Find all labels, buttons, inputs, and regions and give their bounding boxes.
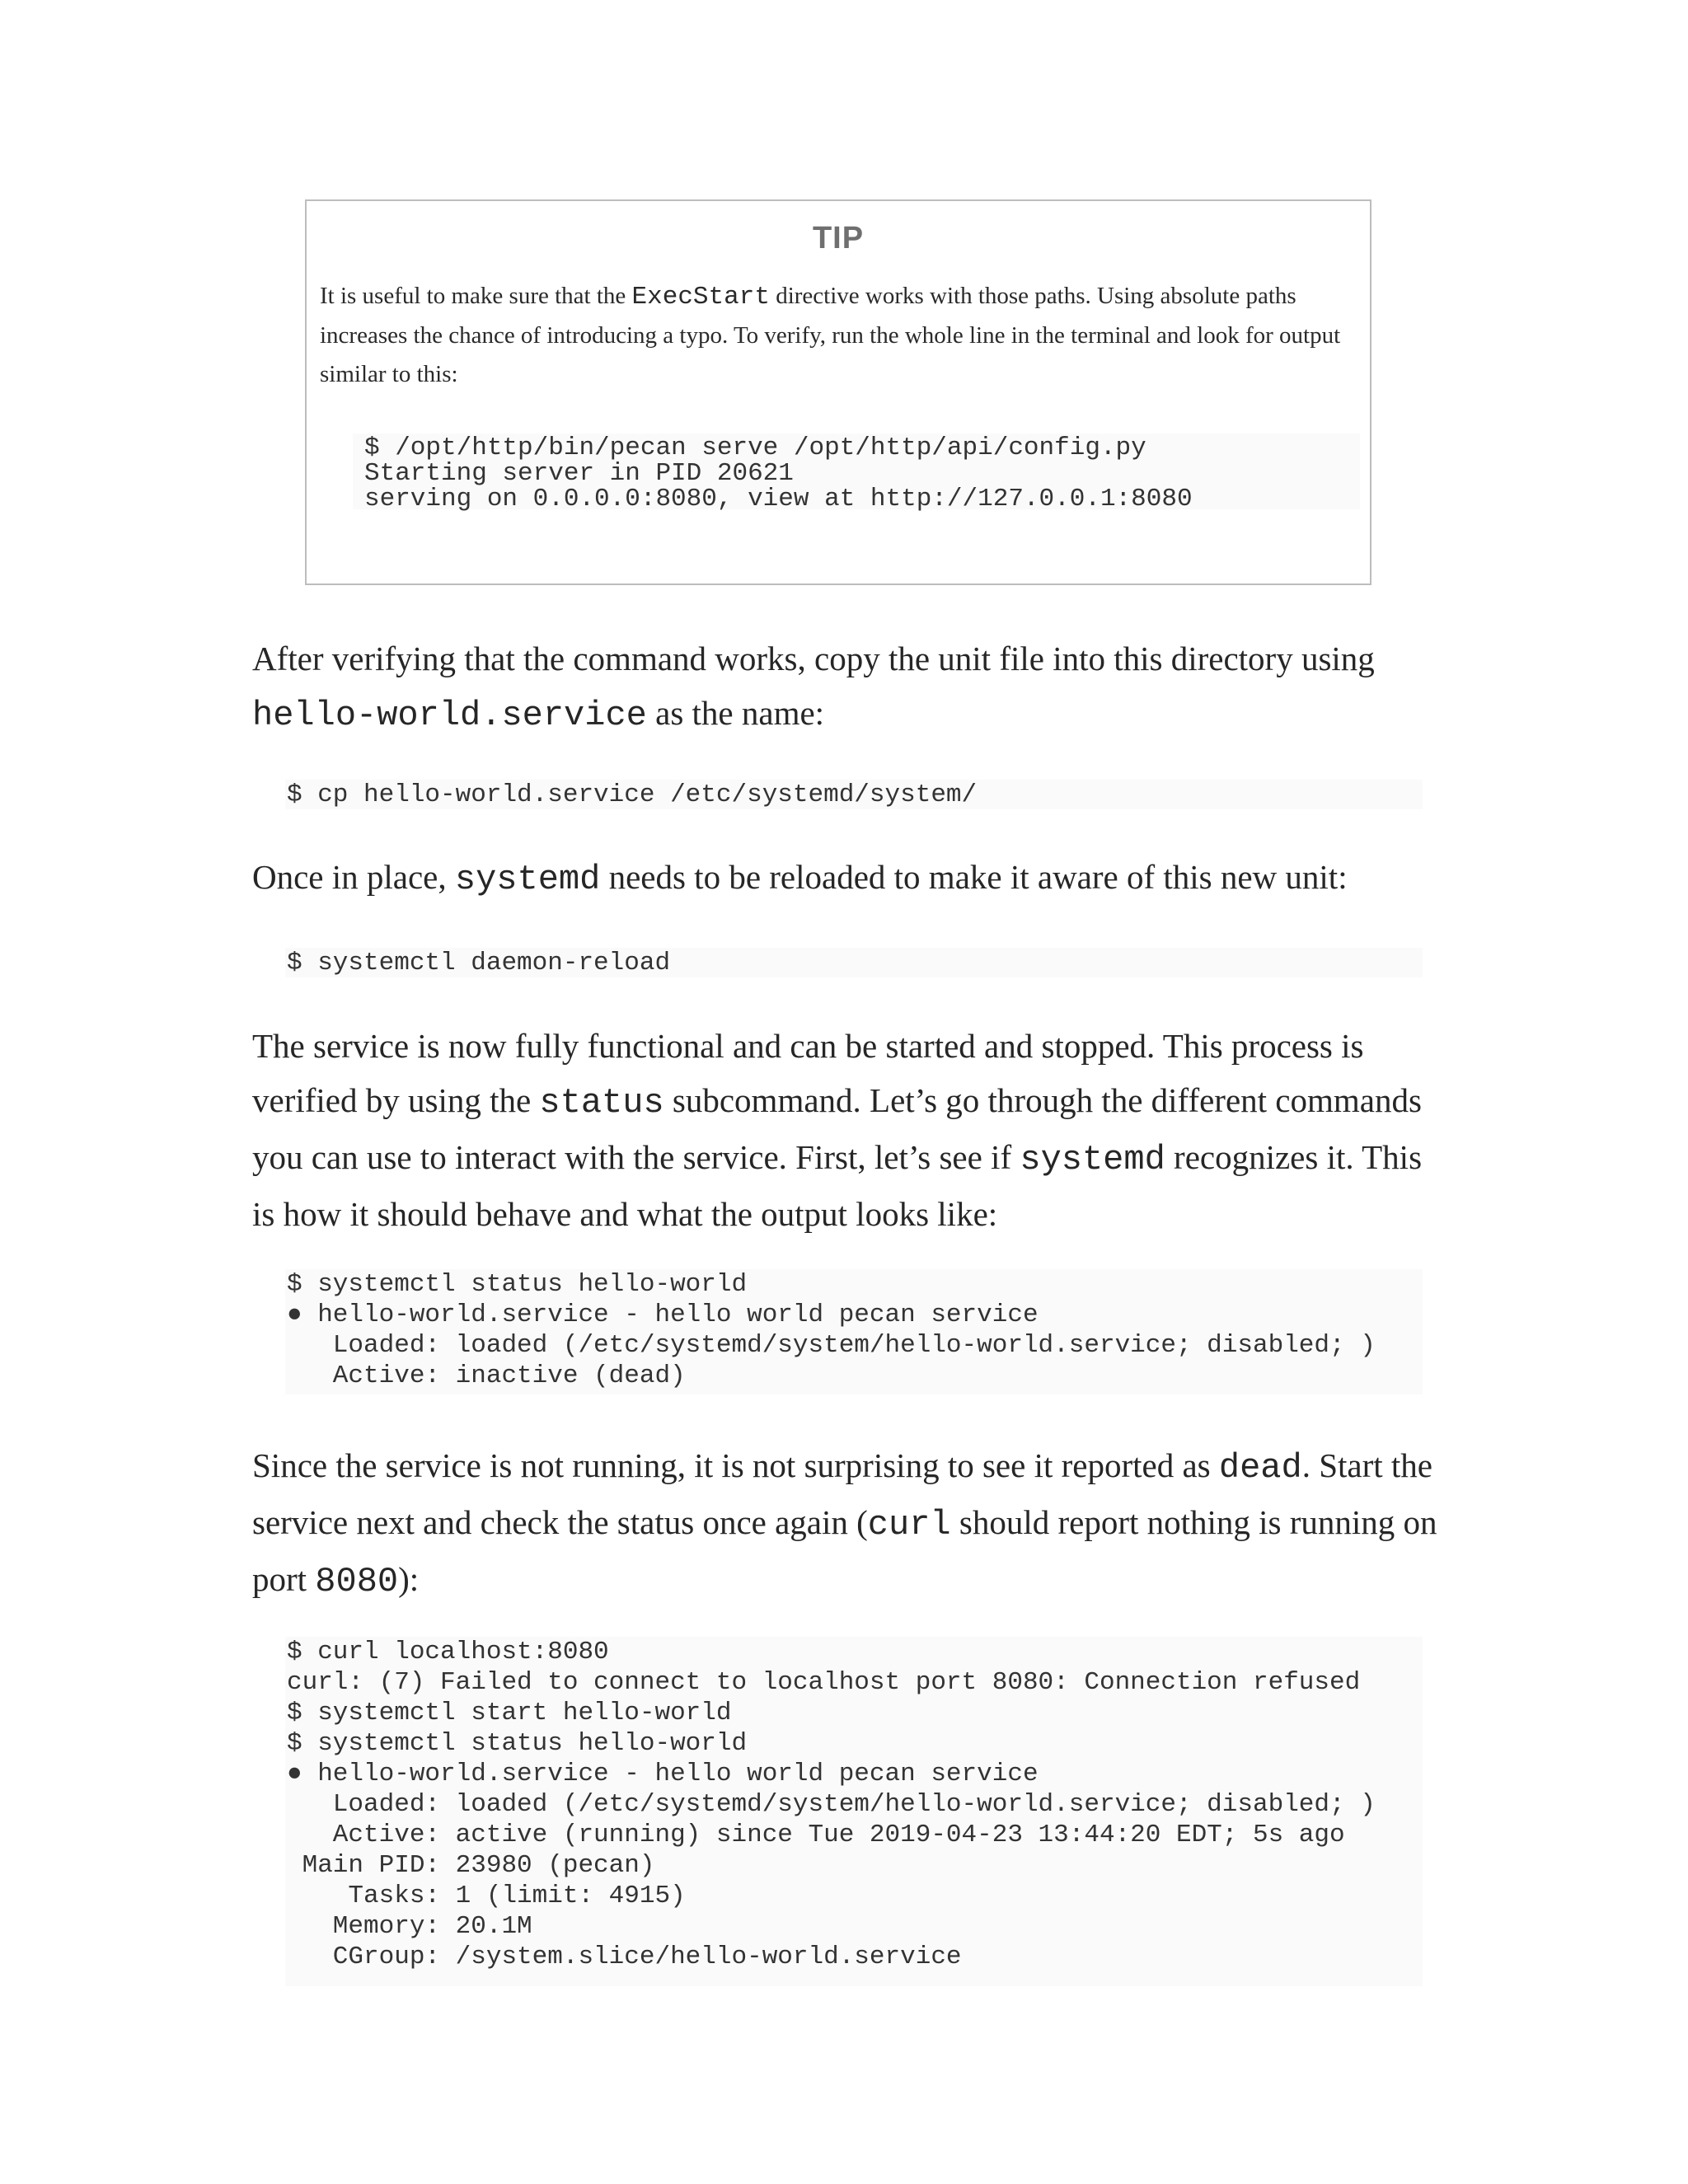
tip-box [305,199,1372,585]
code-line: CGroup: /system.slice/hello-world.service [287,1943,962,1971]
paragraph-text: Once in place, [252,858,455,896]
code-line: Active: active (running) since Tue 2019-04-23 13:44:20 EDT; 5s ago [287,1821,1345,1849]
inline-code-systemd: systemd [1020,1140,1165,1179]
tip-inline-code-execstart: ExecStart [631,283,770,312]
code-line: Loaded: loaded (/etc/systemd/system/hello-world.service; disabled; ) [287,1790,1376,1819]
code-line: ● hello-world.service - hello world pecan service [287,1301,1039,1329]
code-line: $ /opt/http/bin/pecan serve /opt/http/api/config.py [364,434,1146,462]
paragraph-text: as the name: [646,694,825,732]
tip-text-part: directive works with those paths. Using absolute paths increases the chance of introducing a typo. To verify, run the whole line in the terminal and look for output similar to this: [320,283,1341,387]
inline-code-systemd: systemd [454,860,601,899]
paragraph-text: needs to be reloaded to make it aware of this new unit: [600,858,1348,896]
inline-code-curl: curl [867,1505,951,1544]
paragraph-text: The service is now fully functional and can be started and stopped. This process is verified by using the [252,1027,1364,1119]
code-line: $ curl localhost:8080 [287,1638,609,1666]
tip-text [320,277,1360,394]
tip-title: TIP [812,221,865,255]
inline-code-8080: 8080 [315,1562,399,1601]
tip-text-part: It is useful to make sure that the [320,283,632,309]
inline-code-hello-world-service: hello-world.service [252,696,647,735]
code-line: curl: (7) Failed to connect to localhost port 8080: Connection refused [287,1668,1361,1697]
code-line: $ systemctl status hello-world [287,1270,748,1299]
code-line: $ systemctl status hello-world [287,1729,748,1758]
code-line: $ systemctl start hello-world [287,1699,732,1727]
code-line: Starting server in PID 20621 [364,459,794,488]
paragraph-text: subcommand. Let’s go through the different commands you can use to interact with the service. First, let’s see if [252,1081,1422,1176]
paragraph-text: should report nothing is running on port [252,1503,1437,1598]
code-line: Memory: 20.1M [287,1912,532,1941]
code-line: Tasks: 1 (limit: 4915) [287,1882,686,1910]
code-block-status-inactive [285,1269,1423,1394]
code-block-start-and-status [285,1637,1423,1986]
paragraph-service-functional [252,1019,1439,1241]
paragraph-text: Since the service is not running, it is not surprising to see it reported as [252,1446,1219,1484]
paragraph-start-service [252,1438,1439,1609]
code-line: Loaded: loaded (/etc/systemd/system/hello-world.service; disabled; ) [287,1331,1376,1360]
code-line: ● hello-world.service - hello world pecan service [287,1760,1039,1788]
code-line: serving on 0.0.0.0:8080, view at http://127.0.0.1:8080 [364,485,1193,513]
inline-code-dead: dead [1218,1448,1302,1488]
paragraph-text: . Start the service next and check the status once again ( [252,1446,1432,1541]
paragraph-text: recognizes it. This is how it should behave and what the output looks like: [252,1138,1423,1233]
tip-code-block [353,434,1360,513]
paragraph-text: After verifying that the command works, copy the unit file into this directory using [252,640,1375,677]
code-line: Active: inactive (dead) [287,1361,686,1390]
paragraph-text: ): [398,1560,420,1598]
code-line: Main PID: 23980 (pecan) [287,1851,655,1880]
inline-code-status: status [539,1083,664,1122]
code-block-daemon-reload [285,948,1423,977]
paragraph-reload-systemd [252,850,1439,907]
code-line: $ systemctl daemon-reload [287,949,671,977]
code-block-cp [285,780,1423,809]
code-line: $ cp hello-world.service /etc/systemd/system/ [287,780,978,809]
paragraph-copy-unit-file [252,631,1439,743]
